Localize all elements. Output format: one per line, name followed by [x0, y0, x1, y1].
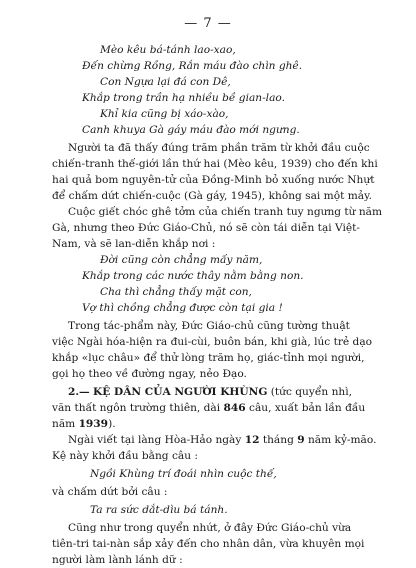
date-month: 9 — [297, 434, 305, 446]
paragraph-5 — [52, 520, 382, 568]
verse-line: Mèo kêu bá-tánh lao-xao, — [100, 44, 236, 56]
quote-opening-line: Ngồi Khùng trí đoái nhìn cuộc thế, — [90, 468, 277, 480]
text-line: Cuộc giết chóc ghê tởm của chiến tranh tuy ngưng từ năm — [68, 206, 383, 218]
section-2-heading — [52, 384, 382, 432]
text-line: gọi họ theo về đường ngay, nẻo Đạo. — [52, 368, 247, 380]
text-line: Cũng như trong quyển nhứt, ở đây Đức Giáo-chủ vừa — [68, 522, 352, 534]
text-line: Trong tác-phẩm này, Đức Giáo-chủ cũng tường thuật — [68, 320, 350, 332]
verse-count: 846 — [223, 402, 246, 414]
section-desc-text: năm — [52, 418, 79, 430]
publish-year: 1939 — [78, 418, 109, 430]
text-line: khắp «lục châu» để thử lòng trăm họ, giác-tỉnh mọi người, — [52, 352, 365, 364]
verse-line: Canh khuya Gà gáy máu đào mới ngưng. — [82, 124, 300, 136]
verse-line: Vợ thì chồng chẳng được còn tại gia ! — [82, 302, 283, 314]
para4-text: tháng — [259, 434, 298, 446]
section-desc-text: câu, xuất bản lần đầu — [245, 402, 366, 414]
verse-line: Khỉ kia cũng bị xáo-xào, — [100, 108, 229, 120]
verse-line: Con Ngựa lại đá con Dê, — [100, 76, 231, 88]
para4-text: năm kỷ-mão. — [304, 434, 377, 446]
paragraph-2 — [52, 204, 382, 252]
text-line: Gà, nhưng theo Đức Giáo-Chủ, nó sẽ còn tái diễn tại Việt- — [52, 222, 360, 234]
verse-block-2 — [52, 252, 382, 316]
verse-line: Đến chừng Rồng, Rắn máu đào chìn ghê. — [82, 60, 303, 72]
text-line: việc Ngài hóa-hiện ra đui-cùi, buôn bán, khi già, lúc trẻ dạo — [52, 336, 373, 348]
section-desc-text: ). — [108, 418, 116, 430]
verse-line: Khắp trong các nước thây nằm bằng non. — [82, 270, 304, 282]
text-line: để chấm dứt chiến-cuộc (Gà gáy, 1945), không sai một mảy. — [52, 190, 373, 202]
section-desc-text: văn thất ngôn trường thiên, dài — [52, 402, 224, 414]
paragraph-1 — [52, 140, 382, 204]
date-day: 12 — [244, 434, 260, 446]
page-number: — 7 — — [184, 16, 232, 31]
text-line: người làm lành lánh dữ : — [52, 554, 183, 566]
ending-intro: và chấm dứt bởi câu : — [52, 486, 168, 498]
paragraph-3 — [52, 318, 382, 382]
verse-line: Đời cũng còn chẳng mấy năm, — [100, 254, 263, 266]
section-title: KỆ DÂN CỦA NGƯỜI KHÙNG — [93, 386, 268, 398]
text-line: Người ta đã thấy đúng trăm phần trăm từ khởi đầu cuộc — [68, 142, 370, 154]
paragraph-4 — [52, 432, 382, 464]
para4-line2: Kệ này khởi đầu bằng câu : — [52, 450, 198, 462]
page-body — [52, 42, 382, 568]
text-line: hai quả bom nguyên-tử của Đồng-Minh bỏ xuống nước Nhựt — [52, 174, 375, 186]
verse-block-1 — [52, 42, 382, 138]
verse-line: Khắp trong trần hạ nhiều bề gian-lao. — [82, 92, 285, 104]
text-line: chiến-tranh thế-giới lần thứ hai (Mèo kêu, 1939) cho đến khi — [52, 158, 378, 170]
section-note: (tức quyển nhì, — [270, 386, 352, 398]
section-number: 2.— — [68, 386, 90, 398]
quote-closing-line: Ta ra sức dắt-dìu bá tánh. — [90, 504, 228, 516]
text-line: Nam, và sẽ lan-diễn khắp nơi : — [52, 238, 216, 250]
text-line: tiên-tri tai-nàn sắp xảy đến cho nhân dân, vừa khuyên mọi — [52, 538, 365, 550]
para4-text: Ngài viết tại làng Hòa-Hảo ngày — [68, 434, 245, 446]
verse-line: Cha thì chẳng thấy mặt con, — [100, 286, 252, 298]
